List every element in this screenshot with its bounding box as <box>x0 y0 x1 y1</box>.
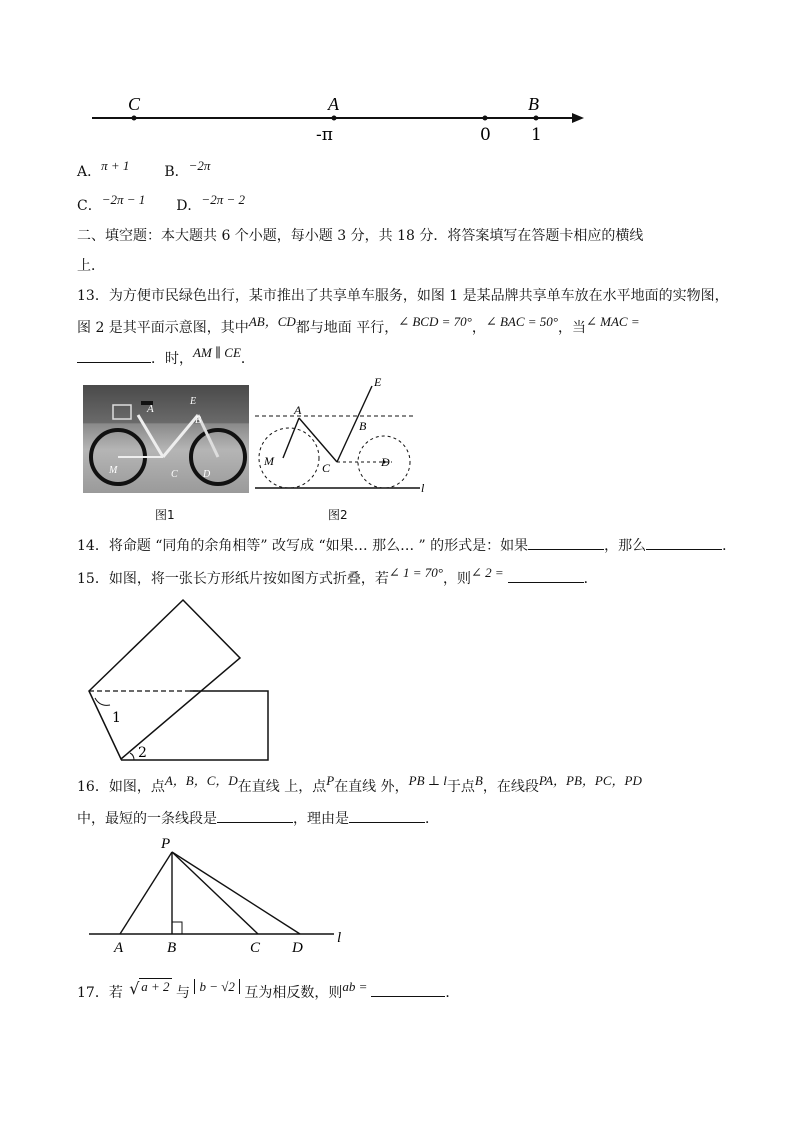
q17-sqrt-expr: a + 2 <box>141 979 170 994</box>
angle2-label: 2 <box>138 745 147 761</box>
q17-text: 与 <box>176 985 191 1001</box>
fig2-caption: 图2 <box>328 508 348 522</box>
q13-line2 <box>77 314 640 338</box>
option-b-expr: −2π <box>188 158 211 173</box>
segment-pc <box>172 852 258 934</box>
q13-text: ， <box>471 320 486 336</box>
q16-point-b: B <box>474 773 483 788</box>
q16-point-p: P <box>326 773 335 788</box>
q13-line3 <box>77 345 255 369</box>
q13-text: ．时， <box>151 351 193 367</box>
segment-pa <box>120 852 172 934</box>
q16-text: 16．如图，点 <box>77 779 165 795</box>
photo-label-c: C <box>171 469 178 480</box>
q16-points: A，B，C，D <box>164 773 238 788</box>
fig-label-d: D <box>292 940 303 956</box>
q13-line1: 13．为方便市民绿色出行，某市推出了共享单车服务，如图 1 是某品牌共享单车放在水平地面的实物图， <box>77 288 729 304</box>
q16-text: ，理由是 <box>293 811 349 827</box>
q17-ab: ab = <box>342 979 368 994</box>
fig2-label-m: M <box>264 454 274 468</box>
fig2-label-c: C <box>322 461 331 475</box>
label-c: C <box>128 94 141 114</box>
q17-sqrt: √ a + 2 <box>129 979 170 998</box>
tick-one: 1 <box>531 125 542 145</box>
fig-label-p: P <box>161 836 171 852</box>
point-zero <box>483 116 488 121</box>
q13-text: 图 2 是其平面示意图，其中 <box>77 320 249 336</box>
angle1-arc <box>95 698 110 705</box>
q16-reason-blank[interactable] <box>349 808 425 823</box>
q13-angle-mac: ∠ MAC = <box>586 314 640 329</box>
q12-option-row-2 <box>77 192 245 216</box>
fig2-label-l: l <box>421 481 425 495</box>
point-c <box>132 116 137 121</box>
q14-if-blank[interactable] <box>528 535 604 550</box>
q16-text: 在直线 上，点 <box>237 779 327 795</box>
q13-text: ，当 <box>558 320 587 336</box>
q13-text: ． <box>240 351 255 367</box>
q17-text: 互为相反数，则 <box>244 985 343 1001</box>
q16-text: 在直线 外， <box>334 779 409 795</box>
q17-abs-expr: b − √2 <box>194 979 239 994</box>
photo-label-e: E <box>190 396 197 407</box>
q13-ab-cd: AB，CD <box>248 314 296 329</box>
option-d-expr: −2π − 2 <box>201 192 245 207</box>
segment-ma <box>283 418 299 458</box>
angle2-arc <box>130 753 134 760</box>
q13-answer-blank[interactable] <box>77 348 151 363</box>
q16-text: ，在线段 <box>482 779 539 795</box>
q14-text: 14．将命题 “同角的余角相等” 改写成 “如果… 那么… ” 的形式是：如果 <box>77 538 529 554</box>
q17-answer-blank[interactable] <box>371 982 445 997</box>
q13-text: 都与地面 平行， <box>295 320 399 336</box>
q14-then-blank[interactable] <box>646 535 722 550</box>
label-a: A <box>328 94 339 114</box>
section2-heading-line2: 上． <box>77 258 105 274</box>
fig2-label-a: A <box>294 403 302 417</box>
fig-label-b: B <box>167 940 177 956</box>
folded-part <box>89 600 240 759</box>
point-a <box>332 116 337 121</box>
q16-line1 <box>77 773 642 797</box>
option-d-letter: D． <box>176 198 202 214</box>
fig-label-l: l <box>337 930 342 946</box>
option-a-expr: π + 1 <box>101 158 130 173</box>
q17-text: 17．若 <box>77 985 123 1001</box>
q16-text: 中，最短的一条线段是 <box>77 811 217 827</box>
angle1-label: 1 <box>112 710 121 726</box>
q15-text: ，则 <box>442 571 471 587</box>
point-b <box>534 116 539 121</box>
fig-label-c: C <box>250 940 261 956</box>
option-c-expr: −2π − 1 <box>101 192 146 207</box>
q15-text: ． <box>583 571 598 587</box>
photo-label-b: B <box>195 415 202 426</box>
q14-text: ，那么 <box>604 538 647 554</box>
q16-text: ． <box>425 811 439 827</box>
photo-label-d: D <box>203 469 211 480</box>
photo-label-m: M <box>109 465 118 476</box>
q12-option-row-1 <box>77 158 211 182</box>
fig2-label-b: B <box>359 419 367 433</box>
q15-answer-blank[interactable] <box>508 568 584 583</box>
fig2-label-d: D <box>381 455 390 469</box>
fig1-caption: 图1 <box>155 508 175 522</box>
q17-line <box>77 979 460 1012</box>
segment-ce <box>337 386 372 462</box>
q14-line <box>77 535 736 556</box>
q13-angle-bac: ∠ BAC = 50° <box>485 314 559 329</box>
fig2-label-e: E <box>374 375 382 389</box>
photo-label-a: A <box>147 403 154 415</box>
tick-zero: 0 <box>480 125 491 145</box>
option-a-letter: A． <box>77 164 102 180</box>
segment-pd <box>172 852 300 934</box>
section2-heading-line1: 二、填空题：本大题共 6 个小题，每小题 3 分，共 18 分．将答案填写在答题卡相应的横线 <box>77 228 644 244</box>
q16-perp: PB ⊥ l <box>408 773 447 788</box>
q16-shortest-blank[interactable] <box>217 808 293 823</box>
option-b-letter: B． <box>164 164 189 180</box>
q15-line <box>77 565 598 589</box>
q16-line2 <box>77 808 439 829</box>
q16-segments: PA，PB，PC，PD <box>538 773 642 788</box>
q17-text: ． <box>445 985 460 1001</box>
label-b: B <box>528 94 539 114</box>
q15-angle2: ∠ 2 = <box>470 565 504 580</box>
q16-text: 于点 <box>446 779 475 795</box>
q14-text: ． <box>722 538 737 554</box>
q15-text: 15．如图，将一张长方形纸片按如图方式折叠，若 <box>77 571 389 587</box>
q13-parallel: AM ∥ CE <box>193 345 241 360</box>
segment-ac <box>299 418 337 462</box>
q13-angle-bcd: ∠ BCD = 70° <box>398 314 472 329</box>
right-angle-mark <box>172 922 182 934</box>
q15-angle1: ∠ 1 = 70° <box>388 565 443 580</box>
tick-neg-pi: -π <box>316 125 333 145</box>
number-line-arrow <box>572 113 584 123</box>
fig-label-a: A <box>114 940 124 956</box>
option-c-letter: C． <box>77 198 102 214</box>
